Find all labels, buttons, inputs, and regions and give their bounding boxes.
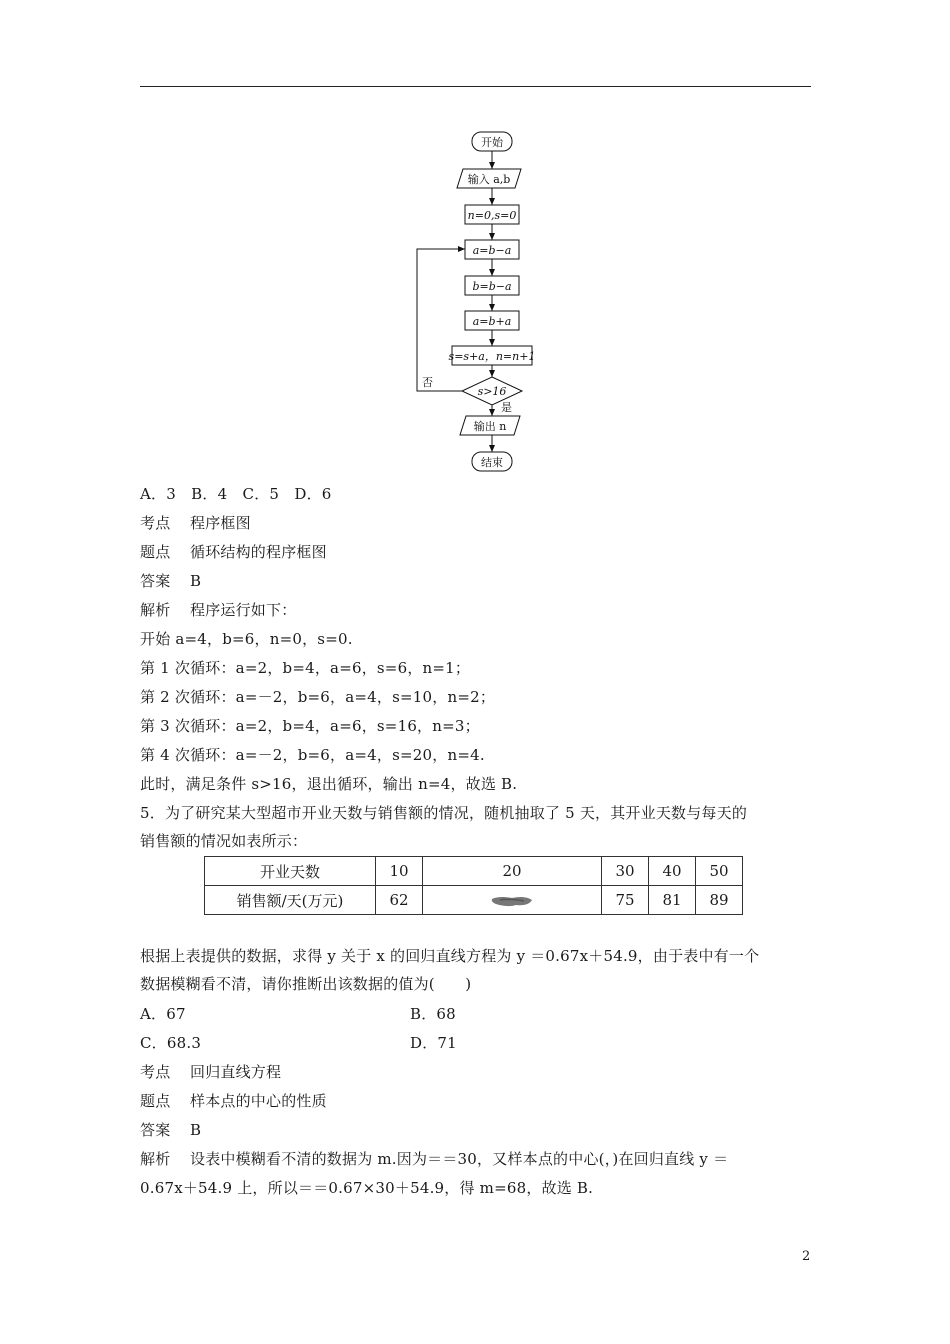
q4-answer-text: B (190, 572, 202, 590)
q4-kaodian (140, 513, 251, 533)
q4-line-5: 第 4 次循环：a=－2，b=6，a=4，s=20，n=4. (140, 746, 485, 764)
q4-jiexi-label: 解析 (140, 601, 171, 619)
q5-option-b: B．68 (410, 1005, 456, 1023)
q4-kaodian-text: 程序框图 (190, 514, 251, 532)
q5-answer (140, 1120, 201, 1140)
q4-answer-label: 答案 (140, 572, 171, 590)
flow-init-text: n=0,s=0 (467, 209, 517, 222)
q4-line-1: 开始 a=4，b=6，n=0，s=0. (140, 630, 353, 648)
smudge-blot-icon (490, 893, 534, 909)
table-cell: 20 (423, 857, 602, 886)
q5-answer-text: B (190, 1121, 202, 1139)
q4-options: A．3 B．4 C．5 D．6 (140, 485, 332, 503)
table-cell: 50 (696, 857, 743, 886)
q5-options-ab (140, 1004, 456, 1024)
table-cell: 81 (649, 886, 696, 915)
q4-line-4: 第 3 次循环：a=2，b=4，a=6，s=16，n=3； (140, 717, 480, 735)
flow-start-text: 开始 (481, 136, 503, 149)
q4-jiexi (140, 600, 296, 620)
flow-end-text: 结束 (481, 456, 503, 469)
q5-kaodian (140, 1062, 281, 1082)
q5-jiexi-label: 解析 (140, 1150, 171, 1168)
q5-options-cd (140, 1033, 457, 1053)
q5-option-c: C．68.3 (140, 1034, 202, 1052)
q5-option-d: D．71 (410, 1034, 457, 1052)
flowchart (395, 124, 565, 480)
q5-after-line-1: 根据上表提供的数据，求得 y 关于 x 的回归直线方程为 y ＝0.67x＋54.9，由于表中有一个 (140, 947, 760, 965)
q5-answer-label: 答案 (140, 1121, 171, 1139)
q5-jiexi-line-1: 设表中模糊看不清的数据为 m.因为＝＝30，又样本点的中心(，)在回归直线 y ＝ (190, 1150, 729, 1168)
q5-option-a: A．67 (140, 1005, 186, 1023)
q5-jiexi (140, 1149, 728, 1169)
page-number: 2 (802, 1249, 811, 1264)
q5-kaodian-label: 考点 (140, 1063, 171, 1081)
q5-after-line-2: 数据模糊看不清，请你推断出该数据的值为( ) (140, 975, 472, 993)
q4-line-2: 第 1 次循环：a=2，b=4，a=6，s=6，n=1； (140, 659, 471, 677)
flow-yes-label: 是 (501, 401, 512, 414)
q5-kaodian-text: 回归直线方程 (190, 1063, 282, 1081)
q4-answer (140, 571, 201, 591)
q4-line-3: 第 2 次循环：a=－2，b=6，a=4，s=10，n=2； (140, 688, 496, 706)
table-row (205, 857, 743, 886)
q4-jiexi-text: 程序运行如下： (190, 601, 297, 619)
table-cell: 10 (376, 857, 423, 886)
flow-no-label: 否 (422, 376, 433, 389)
q4-kaodian-label: 考点 (140, 514, 171, 532)
flow-step3-text: a=b+a (472, 315, 512, 328)
header-rule (140, 86, 811, 87)
flow-decision-text: s>16 (477, 385, 507, 398)
q5-tidian (140, 1091, 327, 1111)
table-cell: 89 (696, 886, 743, 915)
q4-tidian-text: 循环结构的程序框图 (190, 543, 327, 561)
q4-tidian (140, 542, 327, 562)
table-row (205, 886, 743, 915)
q5-jiexi-line-2: 0.67x＋54.9 上，所以＝＝0.67×30＋54.9，得 m=68，故选 B. (140, 1179, 594, 1197)
table-cell: 40 (649, 857, 696, 886)
q5-stem-line-1: 5．为了研究某大型超市开业天数与销售额的情况，随机抽取了 5 天，其开业天数与每天的 (140, 804, 748, 822)
flow-input-text: 输入 a,b (467, 173, 511, 186)
q5-tidian-text: 样本点的中心的性质 (190, 1092, 327, 1110)
q5-tidian-label: 题点 (140, 1092, 171, 1110)
flow-step1-text: a=b−a (472, 244, 512, 257)
table-cell: 开业天数 (205, 857, 376, 886)
flow-step2-text: b=b−a (472, 280, 512, 293)
table-cell: 62 (376, 886, 423, 915)
table-cell: 销售额/天(万元) (205, 886, 376, 915)
q5-stem-line-2: 销售额的情况如表所示： (140, 832, 308, 850)
data-table (204, 856, 743, 915)
table-cell: 75 (602, 886, 649, 915)
q4-line-6: 此时，满足条件 s>16，退出循环，输出 n=4，故选 B. (140, 775, 518, 793)
table-cell-blurred (423, 886, 602, 915)
q4-tidian-label: 题点 (140, 543, 171, 561)
flow-step4-text: s=s+a，n=n+1 (448, 350, 536, 363)
table-cell: 30 (602, 857, 649, 886)
flow-output-text: 输出 n (473, 420, 507, 433)
